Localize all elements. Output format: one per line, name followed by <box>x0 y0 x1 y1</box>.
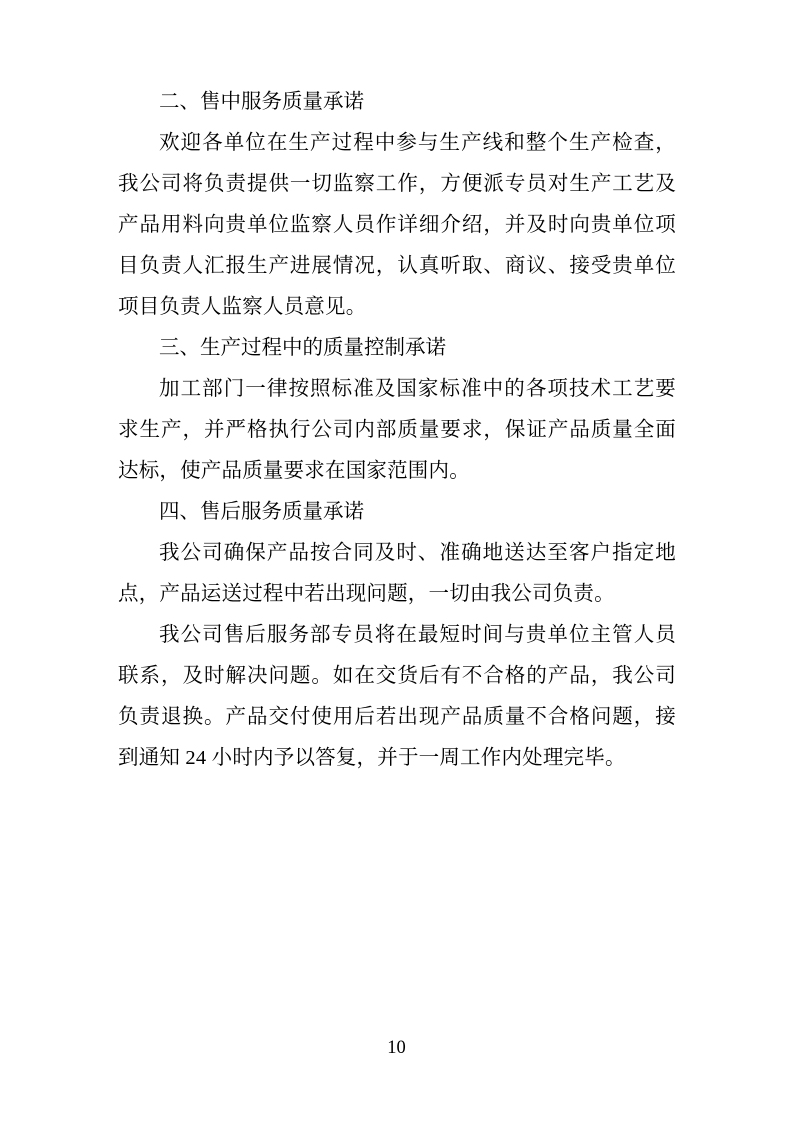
section-heading-4: 四、售后服务质量承诺 <box>159 501 364 523</box>
section-paragraph-4b: 我公司售后服务部专员将在最短时间与贵单位主管人员联系，及时解决问题。如在交货后有不合格的产品，我公司负责退换。产品交付使用后若出现产品质量不合格问题，接到通知 24 小时内予以答复，并于一周工作内处理完毕。 <box>118 624 676 769</box>
section-paragraph-4a: 我公司确保产品按合同及时、准确地送达至客户指定地点，产品运送过程中若出现问题，一切由我公司负责。 <box>118 542 676 605</box>
section-paragraph-2: 欢迎各单位在生产过程中参与生产线和整个生产检查，我公司将负责提供一切监察工作，方便派专员对生产工艺及产品用料向贵单位监察人员作详细介绍，并及时向贵单位项目负责人汇报生产进展情况，认真听取、商议、接受贵单位项目负责人监察人员意见。 <box>118 132 676 318</box>
section-heading-3: 三、生产过程中的质量控制承诺 <box>159 337 446 359</box>
document-body <box>118 82 676 779</box>
section-paragraph-3: 加工部门一律按照标准及国家标准中的各项技术工艺要求生产，并严格执行公司内部质量要求，保证产品质量全面达标，使产品质量要求在国家范围内。 <box>118 378 676 482</box>
section-heading-2: 二、售中服务质量承诺 <box>159 91 364 113</box>
page-number: 10 <box>387 1038 406 1058</box>
